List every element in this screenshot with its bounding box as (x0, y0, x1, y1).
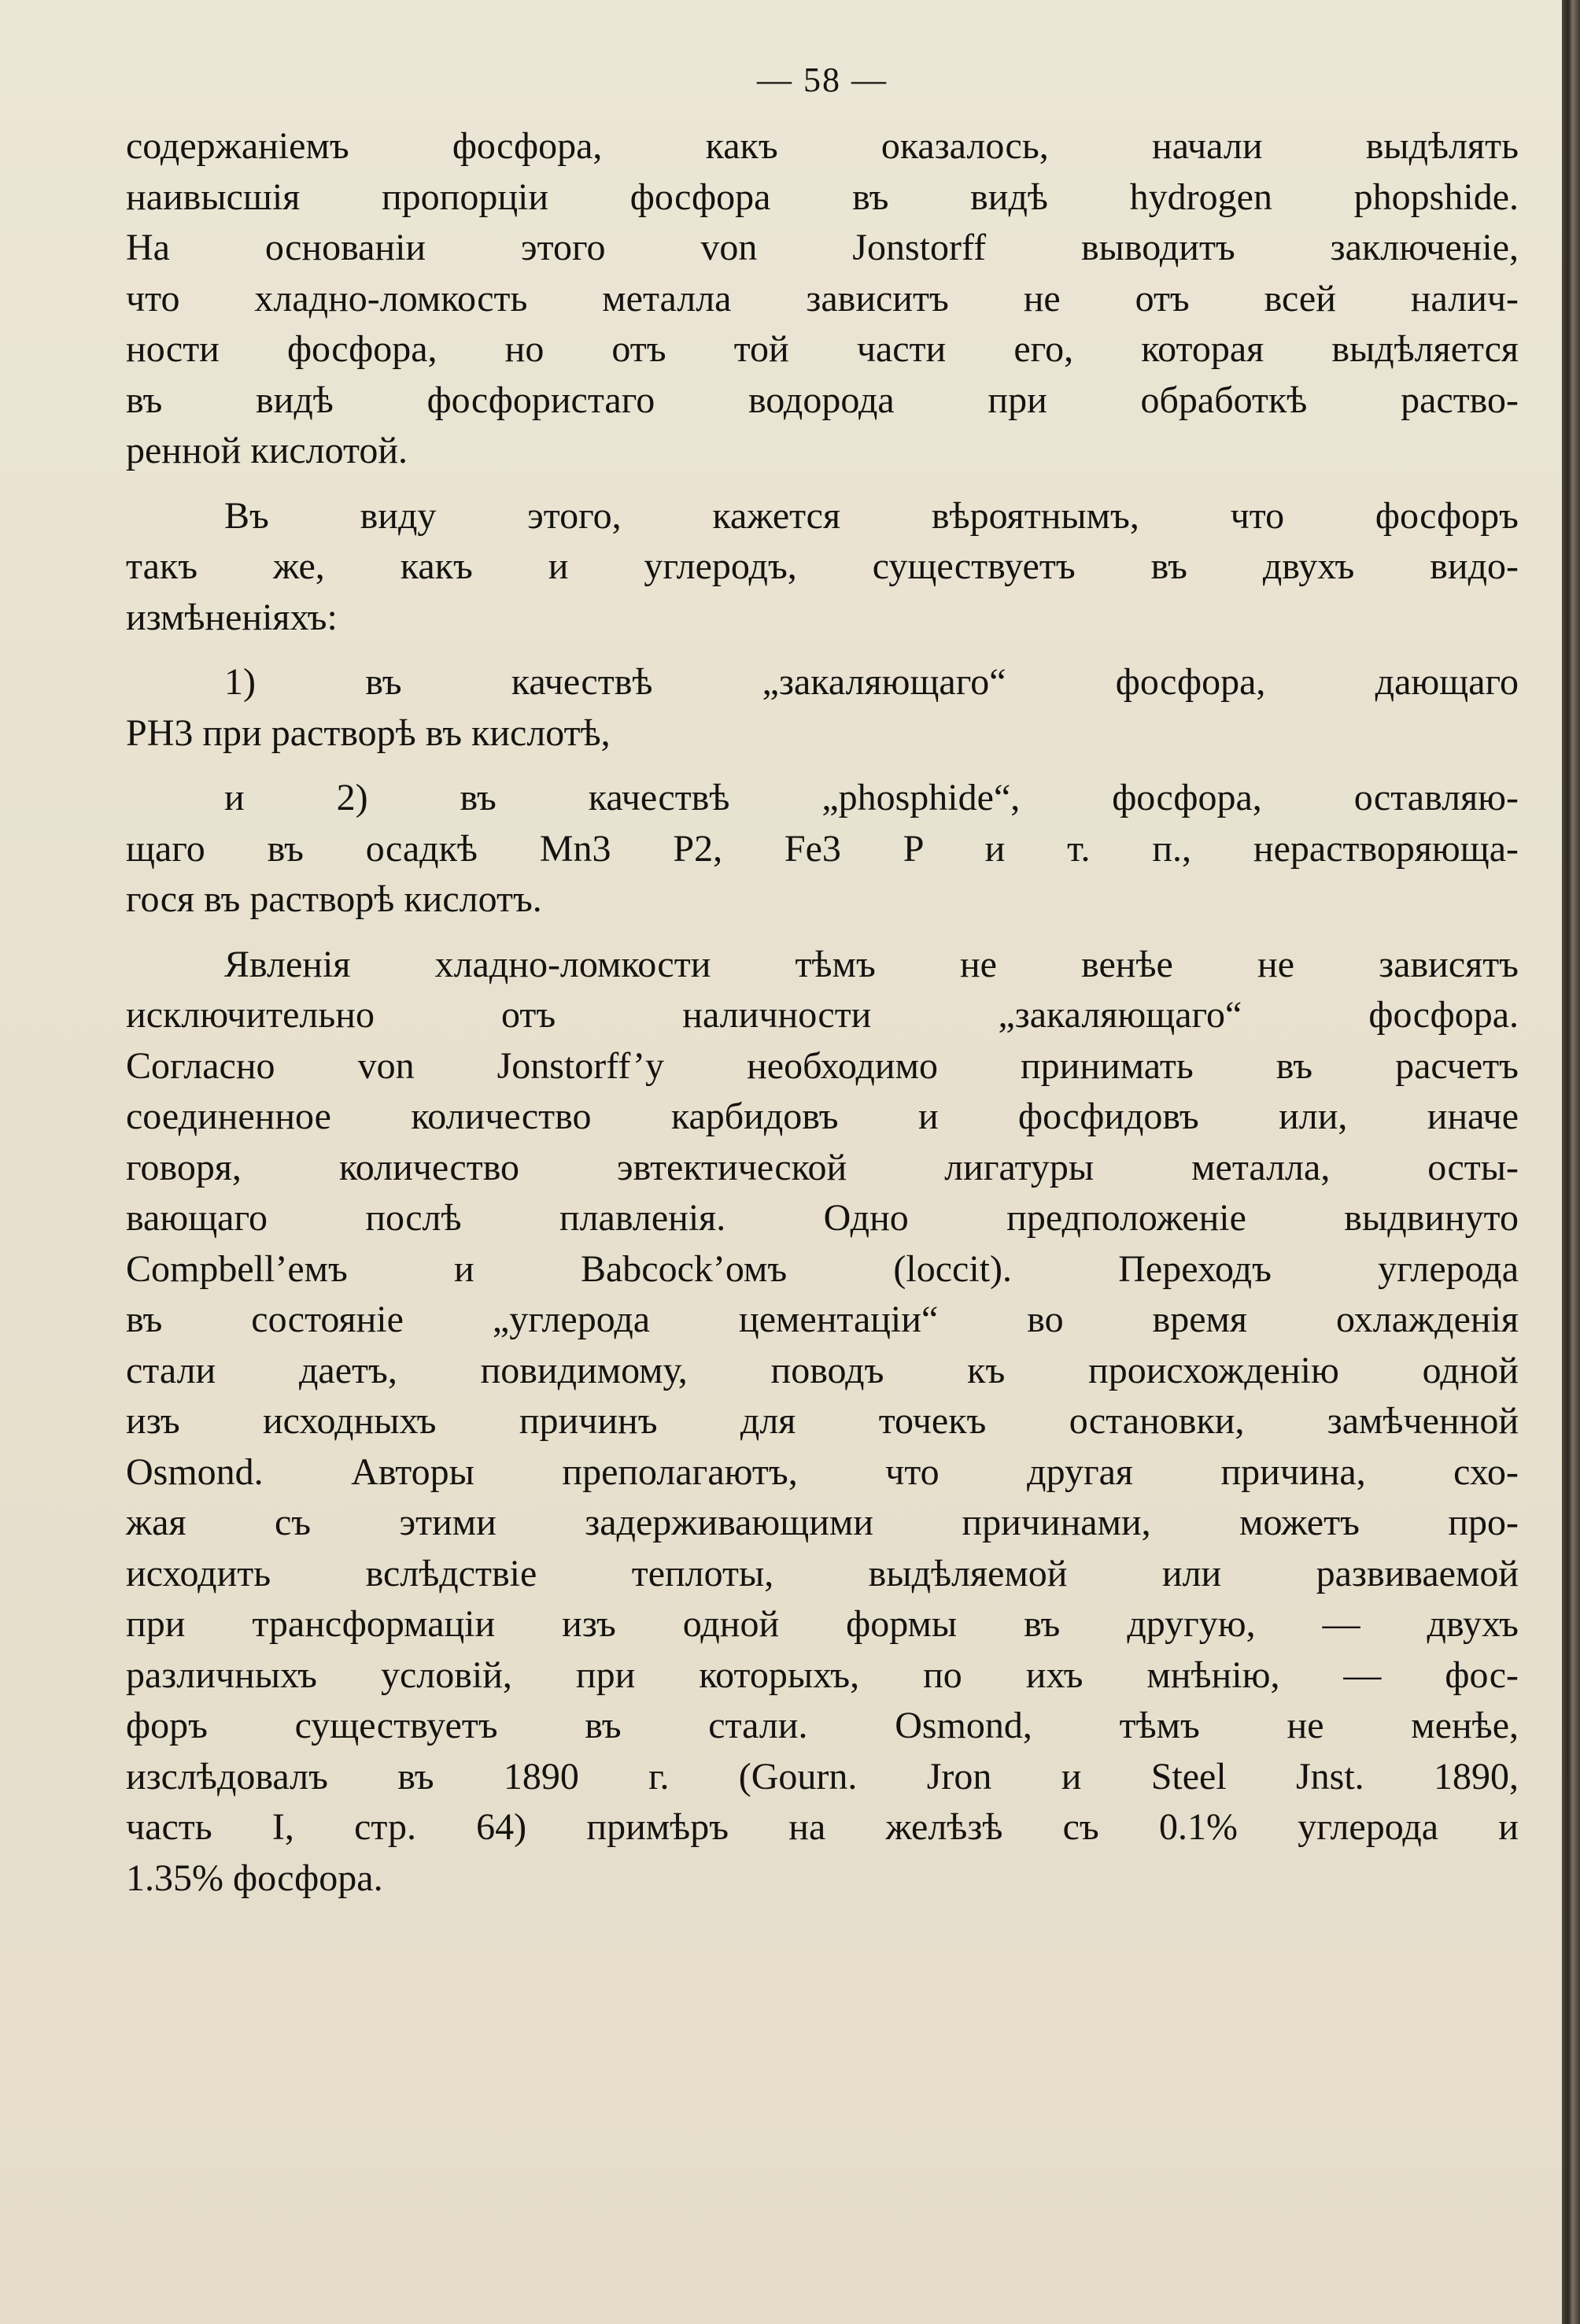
text-line: въ видѣ фосфористаго водорода при обработкѣ раство- (126, 379, 1519, 421)
text-line: жая съ этими задерживающими причинами, можетъ про- (126, 1502, 1519, 1543)
text-line: что хладно-ломкость металла зависитъ не отъ всей налич- (126, 277, 1519, 320)
page-text (126, 63, 1519, 1904)
text-line: PH3 при растворѣ въ кислотѣ, (126, 711, 611, 754)
text-line: исключительно отъ наличности „закаляющаго“ фосфора. (126, 994, 1519, 1036)
text-line: 1) въ качествѣ „закаляющаго“ фосфора, дающаго (224, 661, 1519, 703)
text-line: наивысшія пропорціи фосфора въ видѣ hydrogen phopshide. (126, 176, 1519, 218)
text-line: при трансформаціи изъ одной формы въ другую, — двухъ (126, 1603, 1519, 1645)
text-line: щаго въ осадкѣ Mn3 P2, Fe3 P и т. п., нерастворяюща- (126, 827, 1519, 870)
paragraph-1 (126, 121, 1519, 477)
paragraph-5 (126, 940, 1519, 1905)
text-line: изъ исходныхъ причинъ для точекъ остановки, замѣченной (126, 1400, 1519, 1442)
text-line: часть I, стр. 64) примѣръ на желѣзѣ съ 0.1% углерода и (126, 1806, 1519, 1848)
text-line: гося въ растворѣ кислотъ. (126, 878, 542, 920)
text-line: Въ виду этого, кажется вѣроятнымъ, что фосфоръ (224, 494, 1519, 537)
text-line: Согласно von Jonstorff’у необходимо принимать въ расчетъ (126, 1044, 1519, 1087)
text-line: различныхъ условій, при которыхъ, по ихъ мнѣнію, — фос- (126, 1653, 1519, 1696)
text-line: вающаго послѣ плавленія. Одно предположеніе выдвинуто (126, 1197, 1519, 1239)
text-line: стали даетъ, повидимому, поводъ къ происхожденію одной (126, 1349, 1519, 1391)
text-line: изслѣдовалъ въ 1890 г. (Gourn. Jron и Steel Jnst. 1890, (126, 1755, 1519, 1797)
text-line: измѣненіяхъ: (126, 596, 338, 638)
text-line: ности фосфора, но отъ той части его, которая выдѣляется (126, 328, 1519, 370)
page-number: — 58 — (757, 61, 888, 99)
text-line: такъ же, какъ и углеродъ, существуетъ въ двухъ видо- (126, 545, 1519, 587)
text-line: Compbell’емъ и Babcock’омъ (loccit). Переходъ углерода (126, 1247, 1519, 1290)
text-line: содержаніемъ фосфора, какъ оказалось, начали выдѣлять (126, 125, 1519, 167)
paragraph-3 (126, 657, 1519, 759)
text-line: На основаніи этого von Jonstorff выводитъ заключеніе, (126, 227, 1519, 268)
text-line: говоря, количество эвтектической лигатуры металла, осты- (126, 1146, 1519, 1188)
paragraph-4 (126, 773, 1519, 926)
text-line: 1.35% фосфора. (126, 1857, 383, 1899)
text-line: ренной кислотой. (126, 430, 408, 471)
text-line: соединенное количество карбидовъ и фосфидовъ или, иначе (126, 1095, 1519, 1137)
text-line: исходить вслѣдствіе теплоты, выдѣляемой или развиваемой (126, 1552, 1519, 1594)
text-line: Osmond. Авторы преполагаютъ, что другая причина, схо- (126, 1450, 1519, 1493)
text-line: форъ существуетъ въ стали. Osmond, тѣмъ не менѣе, (126, 1705, 1519, 1746)
text-line: Явленія хладно-ломкости тѣмъ не венѣе не зависятъ (224, 943, 1519, 985)
paragraph-2 (126, 491, 1519, 644)
text-line: и 2) въ качествѣ „phosphide“, фосфора, оставляю- (224, 777, 1519, 818)
text-line: въ состояніе „углерода цементаціи“ во время охлажденія (126, 1299, 1519, 1340)
page-edge (1562, 0, 1580, 2324)
